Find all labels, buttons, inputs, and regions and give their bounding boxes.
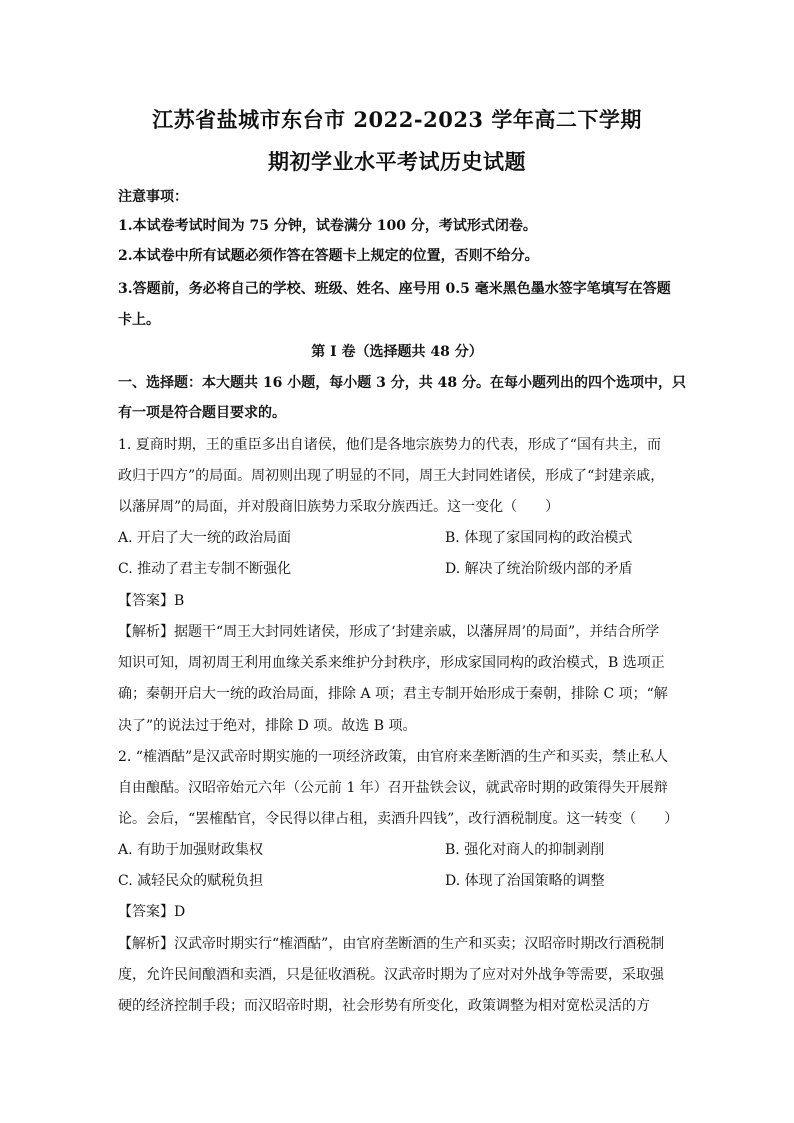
q1-answer: 【答案】B [118, 593, 185, 609]
q1-analysis: 确；秦朝开启大一统的政治局面，排除 A 项；君主专制开始形成于秦朝，排除 C 项；“解 [118, 686, 668, 702]
exam-title-line-2: 期初学业水平考试历史试题 [268, 149, 526, 174]
q1-option-c: C. 推动了君主专制不断强化 [118, 561, 292, 577]
q2-option-b: B. 强化对商人的抑制剥削 [445, 842, 605, 858]
notice-heading: 注意事项： [118, 189, 188, 205]
q2-analysis: 硬的经济控制手段；而汉昭帝时期，社会形势有所变化，政策调整为相对宽松灵活的方 [118, 998, 650, 1014]
part1-instructions: 一、选择题：本大题共 16 小题，每小题 3 分，共 48 分。在每小题列出的四个选项中，只 [118, 375, 686, 391]
exam-title-line-1: 江苏省盐城市东台市 2022-2023 学年高二下学期 [152, 107, 642, 132]
q1-option-b: B. 体现了家国同构的政治模式 [445, 530, 633, 546]
q2-answer: 【答案】D [118, 904, 186, 920]
q2-option-d: D. 体现了治国策略的调整 [445, 873, 605, 889]
part1-heading: 第 I 卷（选择题共 48 分） [311, 344, 483, 360]
q1-option-a: A. 开启了大一统的政治局面 [118, 530, 292, 546]
q1-option-d: D. 解决了统治阶级内部的矛盾 [445, 561, 633, 577]
q2-option-a: A. 有助于加强财政集权 [118, 842, 264, 858]
q1-stem: 政归于四方”的局面。周初则出现了明显的不同，周王大封同姓诸侯，形成了“封建亲戚， [118, 468, 665, 484]
notice-item: 3.答题前，务必将自己的学校、班级、姓名、座号用 0.5 毫米黑色墨水签字笔填写在答题 [118, 281, 671, 297]
notice-item: 卡上。 [118, 312, 160, 328]
q1-analysis: 知识可知，周初周王利用血缘关系来维护分封秩序，形成家国同构的政治模式，B 选项正 [118, 655, 665, 671]
q2-stem: 自由酿酤。汉昭帝始元六年（公元前 1 年）召开盐铁会议，就武帝时期的政策得失开展辩 [118, 780, 668, 796]
notice-item: 2.本试卷中所有试题必须作答在答题卡上规定的位置，否则不给分。 [118, 248, 539, 264]
q1-analysis: 【解析】据题干“周王大封同姓诸侯，形成了‘封建亲戚，以藩屏周’的局面”，并结合所学 [118, 624, 660, 640]
q1-stem: 以藩屏周”的局面，并对殷商旧族势力采取分族西迁。这一变化（ ） [118, 499, 560, 515]
q2-analysis: 度，允许民间酿酒和卖酒，只是征收酒税。汉武帝时期为了应对对外战争等需要，采取强 [118, 967, 664, 983]
notice-item: 1.本试卷考试时间为 75 分钟，试卷满分 100 分，考试形式闭卷。 [118, 218, 537, 234]
q2-stem: 论。会后，“罢榷酤官，令民得以律占租，卖酒升四钱”，改行酒税制度。这一转变（ ） [118, 811, 679, 827]
part1-instructions: 有一项是符合题目要求的。 [118, 405, 286, 421]
q1-analysis: 决了”的说法过于绝对，排除 D 项。故选 B 项。 [118, 718, 417, 734]
q2-option-c: C. 减轻民众的赋税负担 [118, 873, 264, 889]
q2-stem: 2. “榷酒酤”是汉武帝时期实施的一项经济政策，由官府来垄断酒的生产和买卖，禁止私人 [118, 749, 669, 765]
q2-analysis: 【解析】汉武帝时期实行“榷酒酤”，由官府垄断酒的生产和买卖；汉昭帝时期改行酒税制 [118, 936, 665, 952]
q1-stem: 1. 夏商时期，王的重臣多出自诸侯，他们是各地宗族势力的代表，形成了“国有共主，而 [118, 437, 661, 453]
